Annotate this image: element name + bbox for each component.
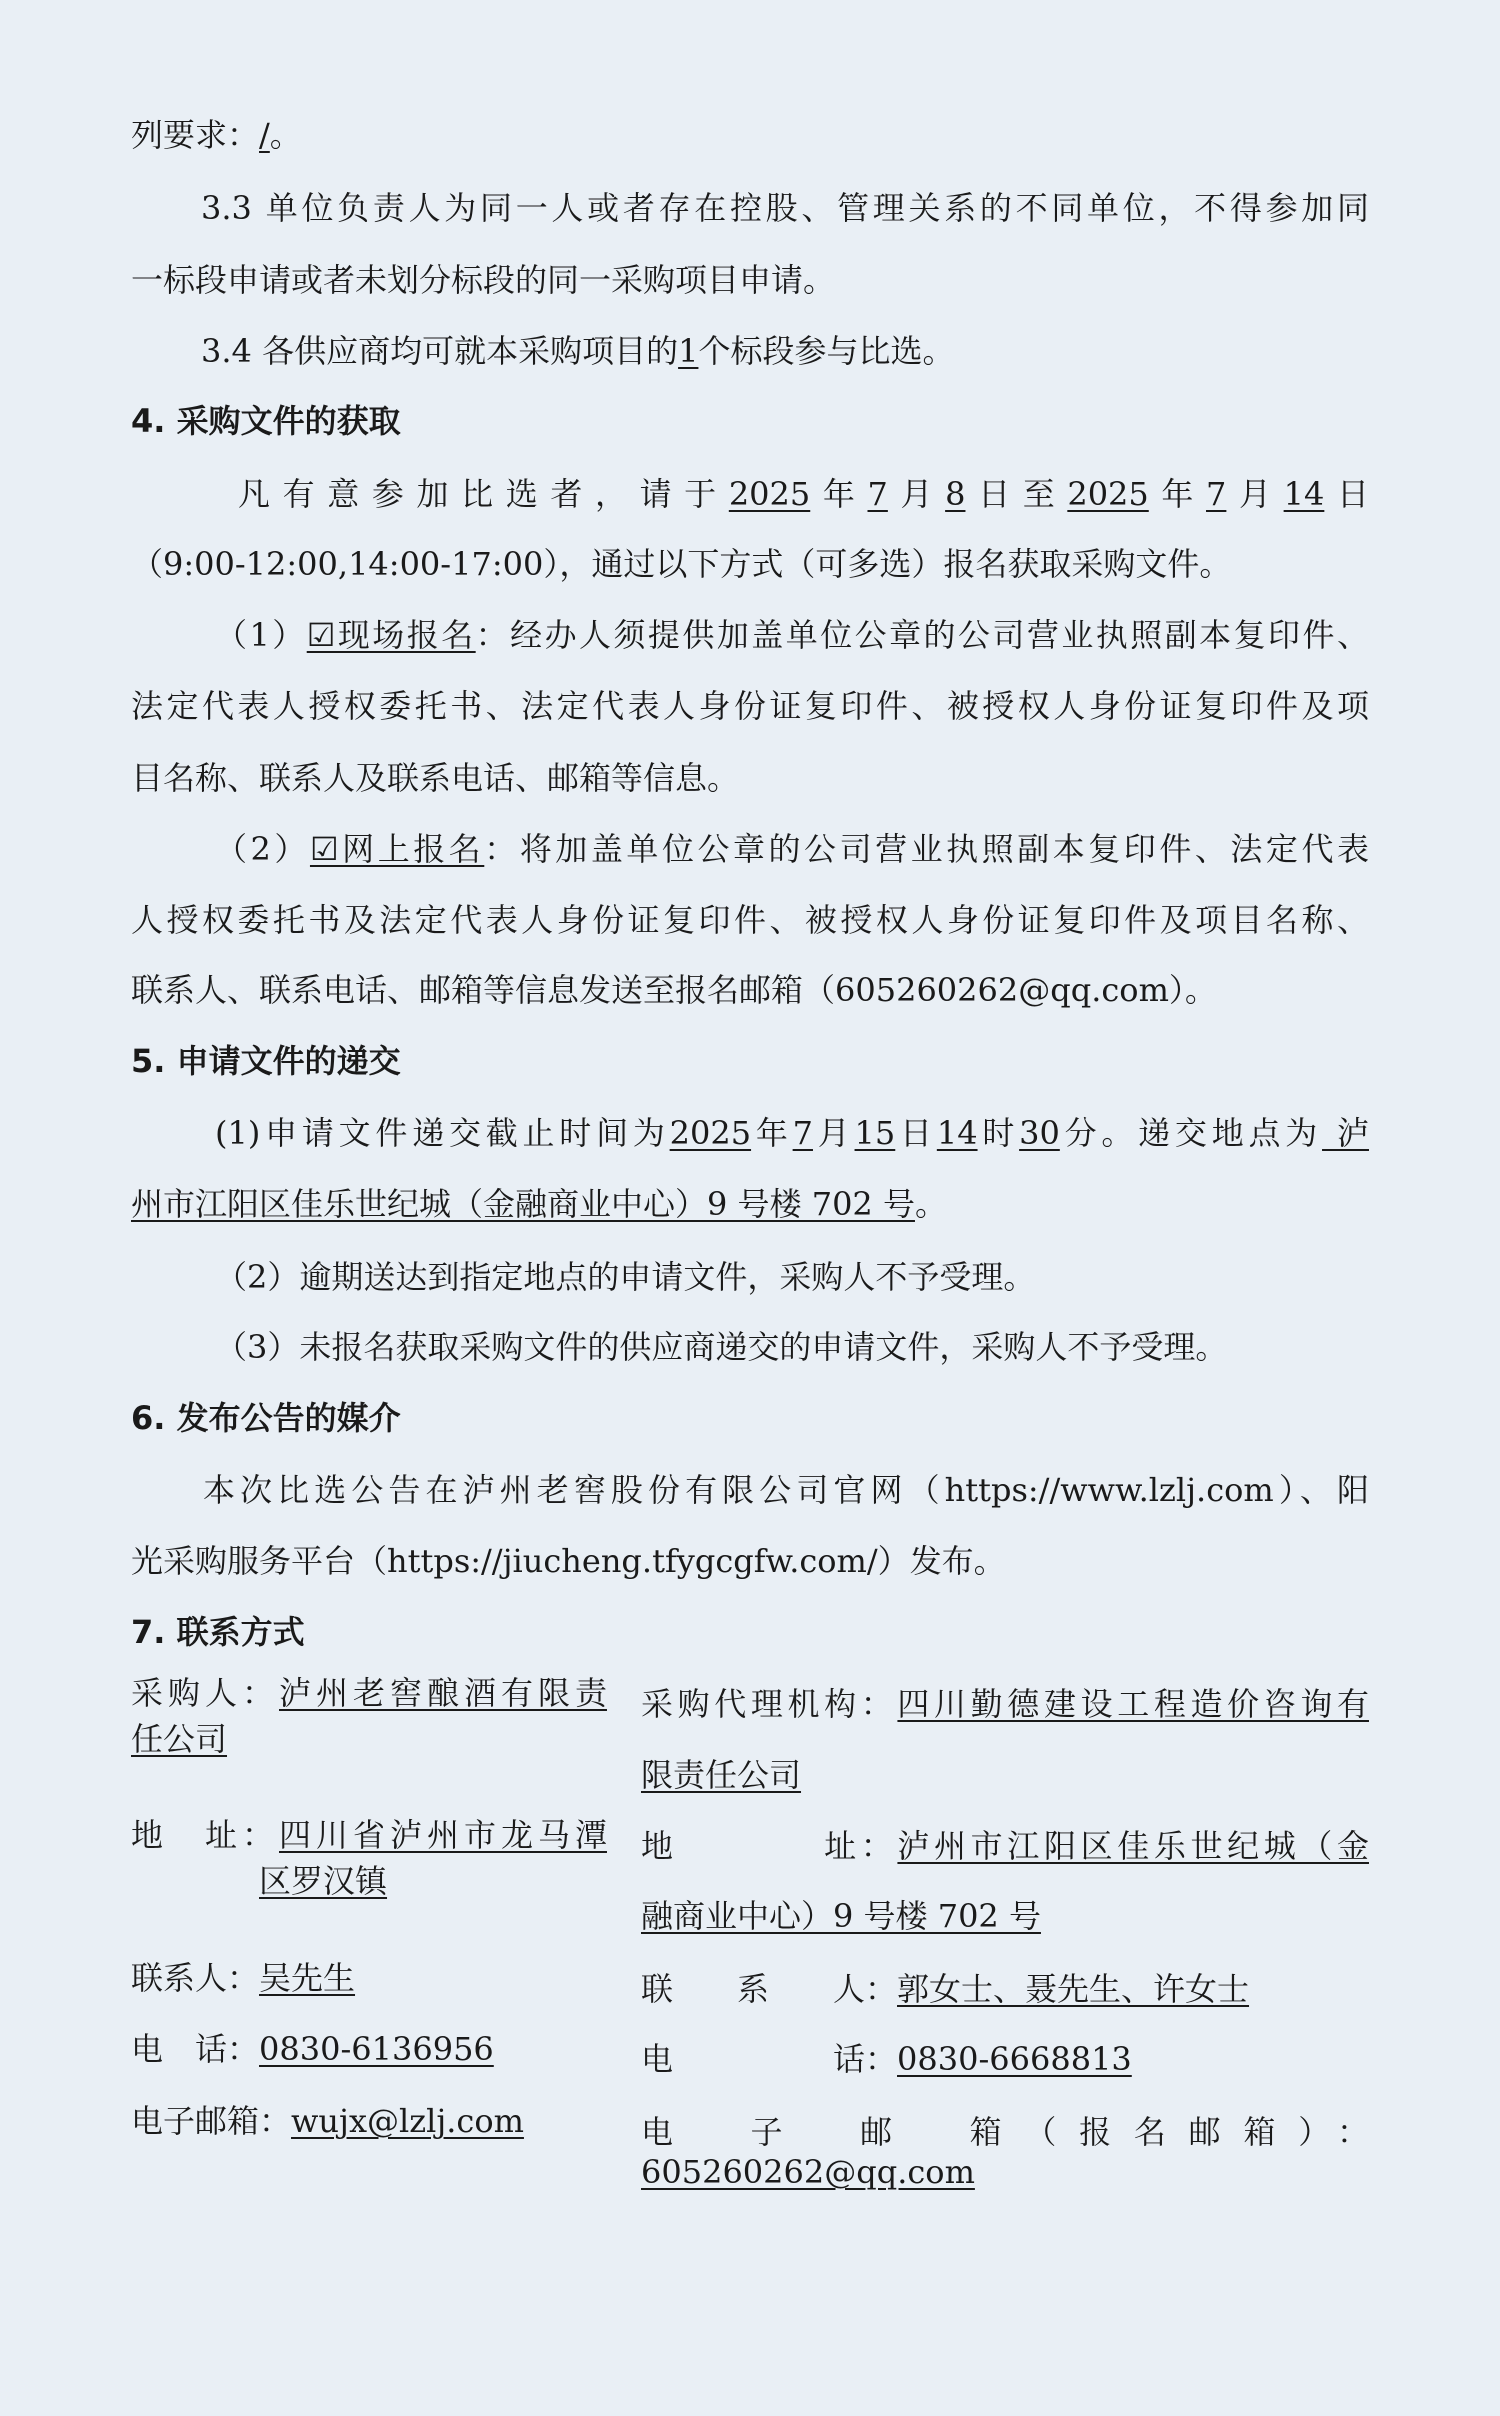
text-segment: 年	[810, 475, 868, 513]
filled-value: 2025	[1067, 475, 1149, 513]
text-line	[215, 1327, 1227, 1367]
text-segment: 分。递交地点为	[1059, 1114, 1323, 1152]
filled-value: 0830-6136956	[259, 2030, 494, 2068]
text-segment: 电子邮箱：	[131, 2102, 292, 2140]
filled-value: 泸州市江阳区佳乐世纪城（金	[897, 1827, 1369, 1865]
filled-value: 融商业中心）9 号楼 702 号	[641, 1897, 1041, 1935]
purchaser-contact-line	[131, 1815, 607, 1855]
text-segment: 法定代表人授权委托书、法定代表人身份证复印件、被授权人身份证复印件及项	[131, 687, 1369, 725]
text-line	[131, 758, 739, 798]
text-segment: 个标段参与比选。	[698, 332, 955, 370]
filled-value: 14	[936, 1114, 978, 1152]
text-segment: 日至	[965, 475, 1068, 513]
agency-contact-line	[641, 2112, 1369, 2191]
purchaser-contact-line	[131, 2101, 524, 2141]
filled-value: 7	[867, 475, 888, 513]
text-segment: 时	[977, 1114, 1020, 1152]
text-segment: 4. 采购文件的获取	[131, 402, 401, 440]
filled-value: 605260262@qq.com	[641, 2153, 975, 2191]
text-line	[238, 474, 1369, 514]
text-segment: 采购人：	[131, 1674, 279, 1712]
text-segment: (1)申请文件递交截止时间为	[215, 1114, 670, 1152]
text-segment: 月	[887, 475, 946, 513]
text-segment: 采购代理机构：	[641, 1685, 898, 1723]
text-line	[131, 115, 302, 155]
filled-value: 7	[1206, 475, 1227, 513]
text-segment: 联系人：	[131, 1959, 260, 1997]
text-segment: 3.3 单位负责人为同一人或者存在控股、管理关系的不同单位，不得参加同	[201, 189, 1369, 227]
text-line	[131, 900, 1369, 940]
text-segment: 6. 发布公告的媒介	[131, 1399, 401, 1437]
purchaser-contact-line	[131, 1673, 607, 1713]
text-line	[131, 544, 1231, 584]
text-segment: 凡有意参加比选者，请于	[238, 475, 729, 513]
text-segment	[131, 1862, 259, 1900]
text-line	[131, 1184, 947, 1224]
text-segment: （2）逾期送达到指定地点的申请文件，采购人不予受理。	[215, 1258, 1036, 1296]
filled-value: ☑网上报名	[309, 830, 485, 868]
text-segment: 年	[1148, 475, 1207, 513]
agency-contact-line	[641, 1896, 1041, 1936]
text-line	[131, 686, 1369, 726]
text-line	[201, 331, 954, 371]
purchaser-contact-line	[131, 1861, 387, 1901]
purchaser-contact-line	[131, 1958, 355, 1998]
filled-value: ☑现场报名	[306, 616, 476, 654]
text-segment: 人授权委托书及法定代表人身份证复印件、被授权人身份证复印件及项目名称、	[131, 901, 1369, 939]
section-heading	[131, 1398, 401, 1438]
text-line	[203, 1470, 1369, 1510]
text-segment: （3）未报名获取采购文件的供应商递交的申请文件，采购人不予受理。	[215, 1328, 1228, 1366]
text-segment: 联系人、联系电话、邮箱等信息发送至报名邮箱（605260262@qq.com）。	[131, 971, 1217, 1009]
agency-contact-line	[641, 1969, 1249, 2009]
text-segment: 电 子 邮 箱（报名邮箱）：	[641, 2113, 1369, 2151]
text-segment: （9:00-12:00,14:00-17:00），通过以下方式（可多选）报名获取采购文件。	[131, 545, 1232, 583]
text-line	[131, 1541, 1006, 1581]
filled-value: 1	[678, 332, 699, 370]
text-line	[215, 1257, 1035, 1297]
filled-value: 泸	[1322, 1114, 1369, 1152]
text-segment: 月	[812, 1114, 855, 1152]
text-segment: 电 话：	[131, 2030, 260, 2068]
text-segment: 5. 申请文件的递交	[131, 1042, 401, 1080]
text-segment: 地 址：	[131, 1816, 279, 1854]
agency-contact-line	[641, 2039, 1132, 2079]
text-segment: 7. 联系方式	[131, 1613, 305, 1651]
text-segment: 3.4 各供应商均可就本采购项目的	[201, 332, 679, 370]
text-segment: 一标段申请或者未划分标段的同一采购项目申请。	[131, 261, 836, 299]
filled-value: 郭女士、聂先生、许女士	[897, 1970, 1250, 2008]
filled-value: 限责任公司	[641, 1756, 802, 1794]
filled-value: 任公司	[131, 1720, 228, 1758]
text-segment: 联 系 人：	[641, 1970, 898, 2008]
text-segment: 列要求：	[131, 116, 260, 154]
text-segment: 光采购服务平台（https://jiucheng.tfygcgfw.com/）发布。	[131, 1542, 1006, 1580]
filled-value: 14	[1283, 475, 1325, 513]
text-line	[215, 829, 1369, 869]
text-segment: 电 话：	[641, 2040, 898, 2078]
purchaser-contact-line	[131, 1719, 227, 1759]
section-heading	[131, 401, 401, 441]
filled-value: 区罗汉镇	[259, 1862, 388, 1900]
agency-contact-line	[641, 1826, 1369, 1866]
filled-value: 0830-6668813	[897, 2040, 1132, 2078]
filled-value: 15	[854, 1114, 896, 1152]
filled-value: wujx@lzlj.com	[291, 2102, 524, 2140]
agency-contact-line	[641, 1684, 1369, 1724]
text-segment: （1）	[215, 616, 307, 654]
text-line	[131, 970, 1217, 1010]
filled-value: 吴先生	[259, 1959, 356, 1997]
purchaser-contact-line	[131, 2029, 494, 2069]
section-heading	[131, 1612, 305, 1652]
filled-value: 州市江阳区佳乐世纪城（金融商业中心）9 号楼 702 号	[131, 1185, 915, 1223]
text-segment: 地 址：	[641, 1827, 898, 1865]
text-segment: 目名称、联系人及联系电话、邮箱等信息。	[131, 759, 740, 797]
text-segment: （2）	[215, 830, 310, 868]
section-heading	[131, 1041, 401, 1081]
text-segment: 月	[1226, 475, 1284, 513]
filled-value: 四川省泸州市龙马潭	[279, 1816, 607, 1854]
text-segment: 。	[269, 116, 302, 154]
text-line	[201, 188, 1369, 228]
filled-value: 四川勤德建设工程造价咨询有	[897, 1685, 1369, 1723]
text-segment: ：经办人须提供加盖单位公章的公司营业执照副本复印件、	[475, 616, 1369, 654]
text-line	[131, 260, 835, 300]
text-segment: 本次比选公告在泸州老窖股份有限公司官网（https://www.lzlj.com）、阳	[203, 1471, 1369, 1509]
text-segment: 日	[895, 1114, 937, 1152]
text-segment: ：将加盖单位公章的公司营业执照副本复印件、法定代表	[484, 830, 1369, 868]
filled-value: 8	[945, 475, 966, 513]
filled-value: 泸州老窖酿酒有限责	[279, 1674, 607, 1712]
agency-contact-line	[641, 1755, 801, 1795]
filled-value: 2025	[669, 1114, 752, 1152]
text-segment: 日	[1324, 475, 1369, 513]
text-segment: 。	[914, 1185, 947, 1223]
text-line	[215, 615, 1369, 655]
filled-value: 2025	[728, 475, 811, 513]
filled-value: /	[259, 116, 270, 154]
text-line	[215, 1113, 1369, 1153]
text-segment: 年	[751, 1114, 793, 1152]
filled-value: 30	[1019, 1114, 1060, 1152]
filled-value: 7	[792, 1114, 813, 1152]
